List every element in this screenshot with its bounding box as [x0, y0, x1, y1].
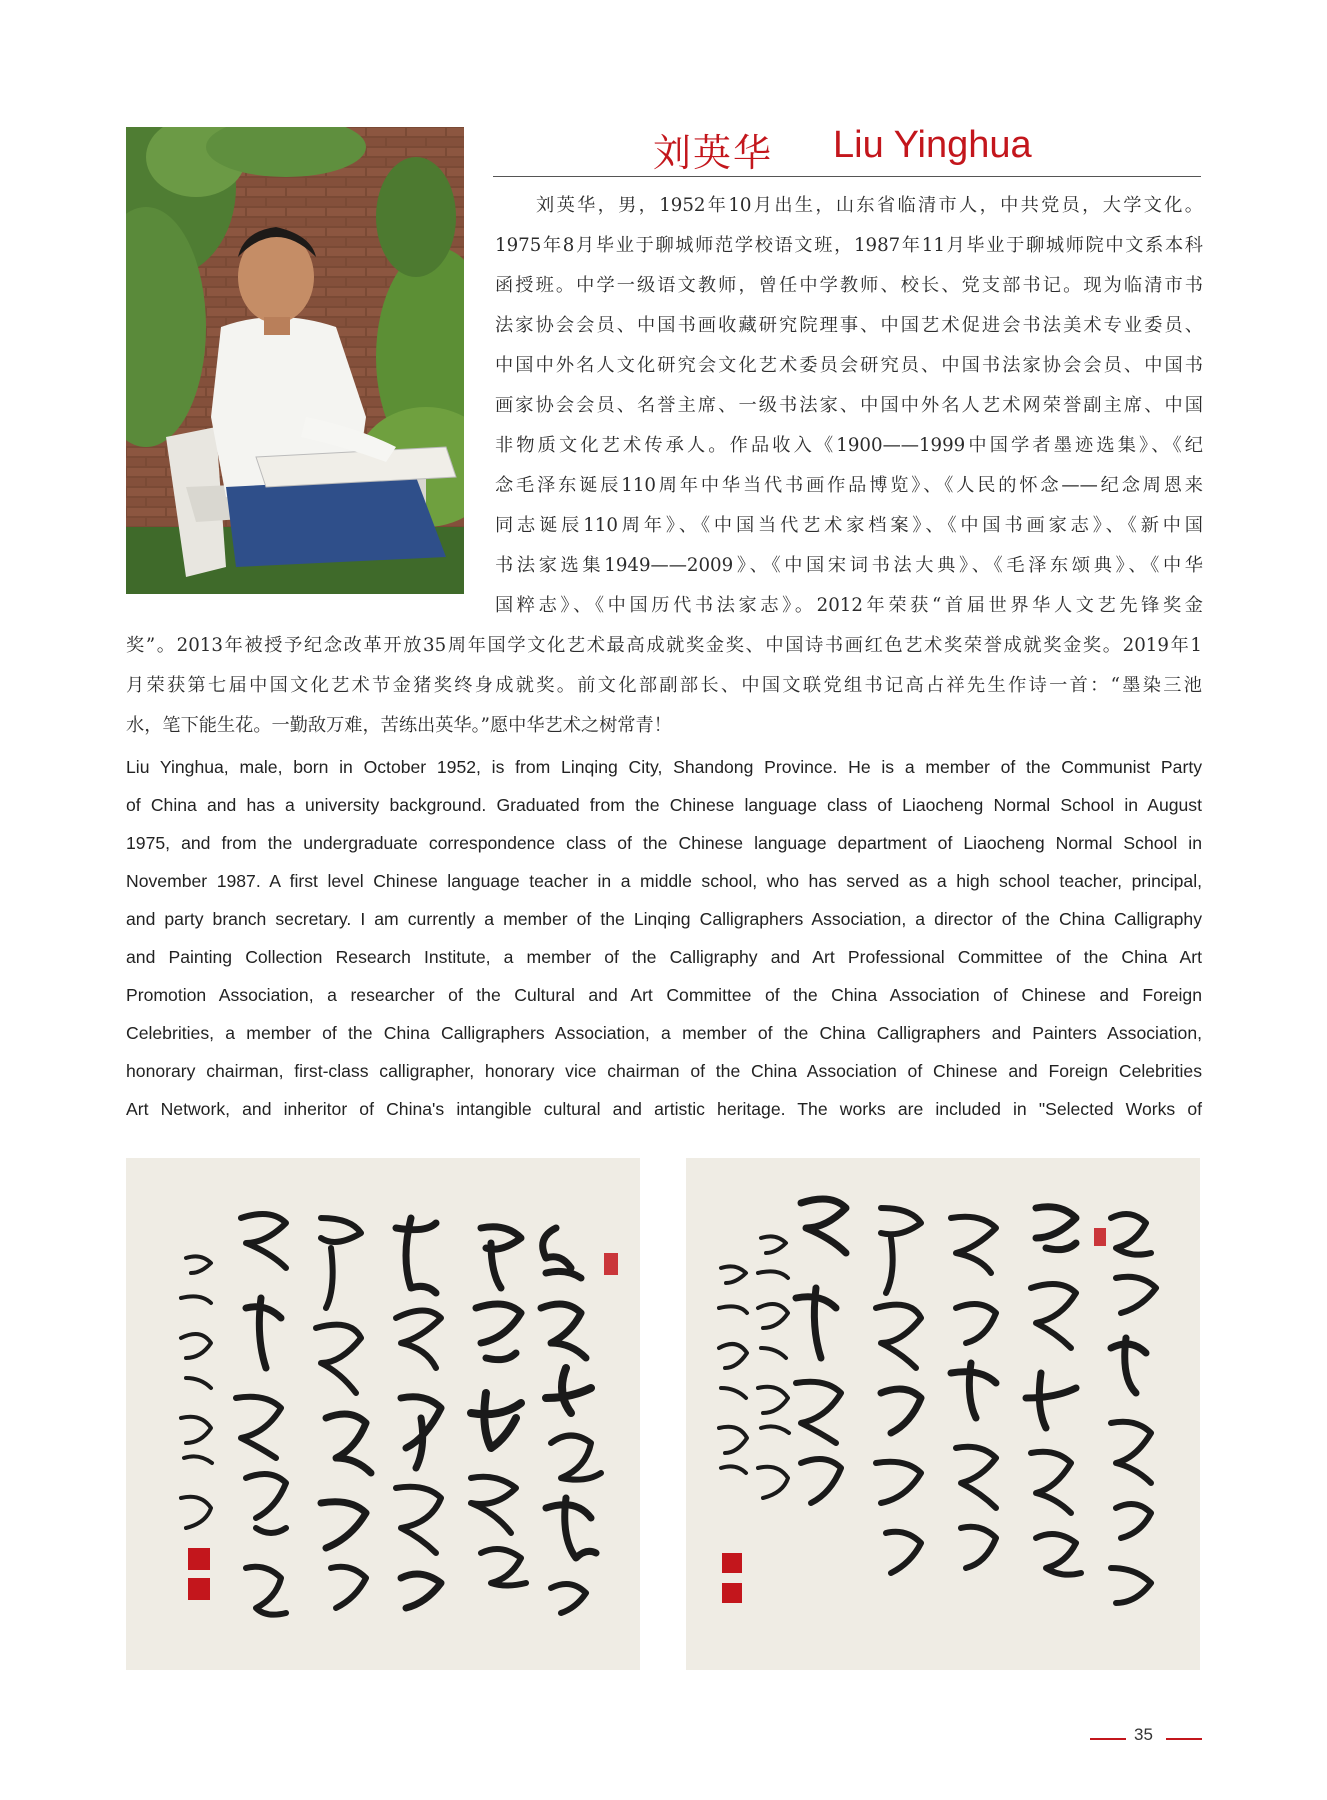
- bio-cn-line: 画家协会会员、名誉主席、一级书法家、中国中外名人艺术网荣誉副主席、中国: [495, 395, 1203, 416]
- bio-cn-line: 中国中外名人文化研究会文化艺术委员会研究员、中国书法家协会会员、中国书: [495, 355, 1203, 376]
- title-name-english: Liu Yinghua: [833, 124, 1032, 166]
- calligraphy-scroll-icon: [126, 1158, 640, 1670]
- bio-cn-line: 奖”。2013年被授予纪念改革开放35周年国学文化艺术最高成就奖金奖、中国诗书画红色艺术奖荣誉成就奖金奖。2019年1: [126, 635, 1202, 656]
- bio-en-line: Promotion Association, a researcher of the Cultural and Art Committee of the China Association of Chinese and Foreign: [126, 985, 1202, 1005]
- bio-cn-line: 1975年8月毕业于聊城师范学校语文班，1987年11月毕业于聊城师院中文系本科: [495, 235, 1203, 256]
- calligraphy-scroll-icon: [686, 1158, 1200, 1670]
- bio-cn-line: 法家协会会员、中国书画收藏研究院理事、中国艺术促进会书法美术专业委员、: [495, 315, 1203, 336]
- page-title: [493, 118, 1323, 173]
- bio-chinese-full-width: [126, 626, 1202, 746]
- bio-english: [126, 748, 1202, 1128]
- title-name-chinese: 刘英华: [653, 131, 774, 175]
- bio-chinese-right-column: [495, 186, 1203, 626]
- bio-cn-line: 国粹志》、《中国历代书法家志》。2012年荣获“首届世界华人文艺先锋奖金: [495, 595, 1203, 616]
- page-number-text: 35: [1134, 1725, 1153, 1744]
- bio-cn-line: 水，笔下能生花。一勤敌万难，苦练出英华。”愿中华艺术之树常青！: [126, 715, 672, 736]
- bio-cn-line: 念毛泽东诞辰110周年中华当代书画作品博览》、《人民的怀念——纪念周恩来: [495, 475, 1203, 496]
- bio-en-line: Celebrities, a member of the China Calligraphers Association, a member of the China Calligraphers and Painters Association,: [126, 1023, 1202, 1043]
- bio-en-line: November 1987. A first level Chinese language teacher in a middle school, who has served as a high school teacher, principal,: [126, 871, 1202, 891]
- bio-cn-line: 月荣获第七届中国文化艺术节金猪奖终身成就奖。前文化部副部长、中国文联党组书记高占祥先生作诗一首：“墨染三池: [126, 675, 1202, 696]
- calligraphy-artwork-right: [686, 1158, 1200, 1670]
- page-number-dash-right: [1166, 1738, 1202, 1740]
- title-divider: [493, 176, 1201, 177]
- bio-en-line: and Painting Collection Research Institute, a member of the Calligraphy and Art Professional Committee of the China Art: [126, 947, 1202, 967]
- bio-en-line: Liu Yinghua, male, born in October 1952, is from Linqing City, Shandong Province. He is a member of the Communist Party: [126, 757, 1202, 777]
- bio-en-line: Art Network, and inheritor of China's intangible cultural and artistic heritage. The works are included in "Selected Works of: [126, 1099, 1202, 1119]
- page-number: [1090, 1724, 1202, 1754]
- bio-en-line: of China and has a university background. Graduated from the Chinese language class of Liaocheng Normal School in August: [126, 795, 1202, 815]
- portrait-photo: [126, 127, 464, 594]
- bio-cn-line: 同志诞辰110周年》、《中国当代艺术家档案》、《中国书画家志》、《新中国: [495, 515, 1203, 536]
- bio-cn-line: 非物质文化艺术传承人。作品收入《1900——1999中国学者墨迹选集》、《纪: [495, 435, 1203, 456]
- bio-cn-line: 刘英华，男，1952年10月出生，山东省临清市人，中共党员，大学文化。: [495, 195, 1203, 216]
- page-number-dash-left: [1090, 1738, 1126, 1740]
- bio-en-line: honorary chairman, first-class calligrapher, honorary vice chairman of the China Association of Chinese and Foreign Celebrities: [126, 1061, 1202, 1081]
- bio-en-line: and party branch secretary. I am currently a member of the Linqing Calligraphers Association, a director of the China Calligraphy: [126, 909, 1202, 929]
- bio-cn-line: 书法家选集1949——2009》、《中国宋词书法大典》、《毛泽东颂典》、《中华: [495, 555, 1203, 576]
- calligraphy-artwork-left: [126, 1158, 640, 1670]
- bio-en-line: 1975, and from the undergraduate correspondence class of the Chinese language department of Liaocheng Normal School in: [126, 833, 1202, 853]
- bio-cn-line: 函授班。中学一级语文教师，曾任中学教师、校长、党支部书记。现为临清市书: [495, 275, 1203, 296]
